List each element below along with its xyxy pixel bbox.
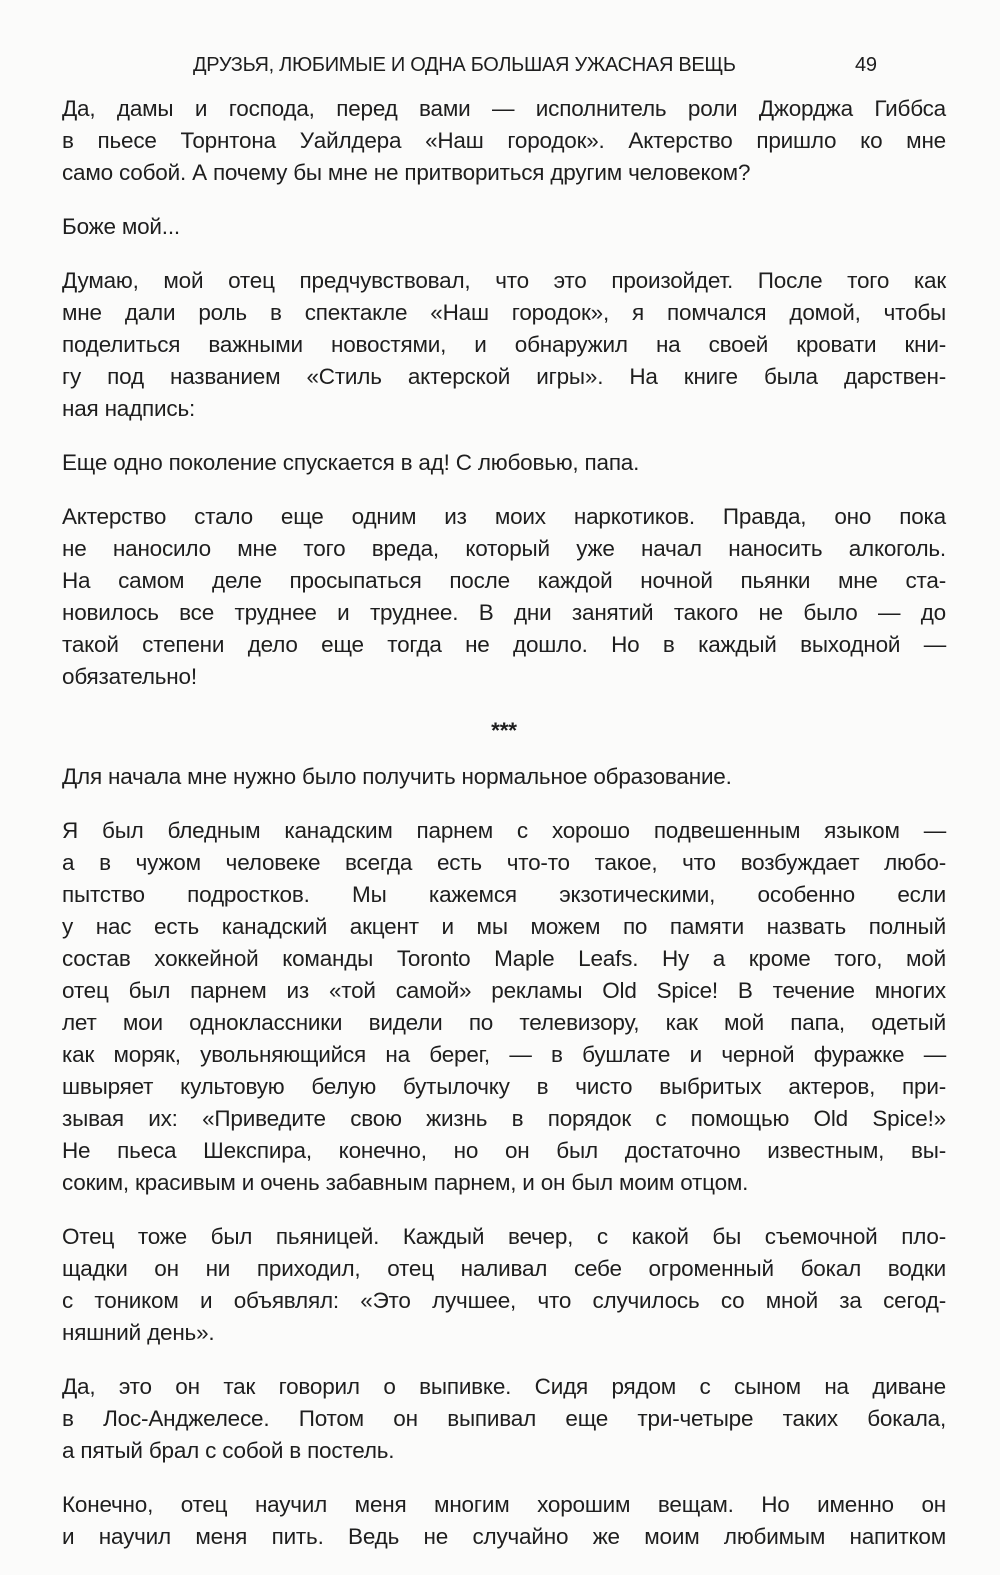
text-line: новилось все труднее и труднее. В дни занятий такого не было — до — [62, 600, 946, 625]
text-line: и научил меня пить. Ведь не случайно же моим любимым напитком — [62, 1524, 946, 1549]
paragraph — [62, 815, 946, 1199]
text-line: Отец тоже был пьяницей. Каждый вечер, с какой бы съемочной пло- — [62, 1224, 946, 1249]
text-line: лет мои одноклассники видели по телевизору, как мой папа, одетый — [62, 1010, 946, 1035]
text-line: швыряет культовую белую бутылочку в чисто выбритых актеров, при- — [62, 1074, 946, 1099]
text-line: зывая их: «Приведите свою жизнь в порядок с помощью Old Spice!» — [62, 1106, 946, 1131]
page-body — [62, 93, 946, 1575]
text-line: мне дали роль в спектакле «Наш городок», я помчался домой, чтобы — [62, 300, 946, 325]
text-line: Я был бледным канадским парнем с хорошо подвешенным языком — — [62, 818, 946, 843]
text-line: Да, дамы и господа, перед вами — исполнитель роли Джорджа Гиббса — [62, 96, 946, 121]
text-line: само собой. А почему бы мне не притвориться другим человеком? — [62, 160, 751, 185]
text-line: обязательно! — [62, 664, 197, 689]
text-line: Конечно, отец научил меня многим хорошим вещам. Но именно он — [62, 1492, 946, 1517]
text-line: Для начала мне нужно было получить нормальное образование. — [62, 764, 732, 789]
text-line: Не пьеса Шекспира, конечно, но он был достаточно известным, вы- — [62, 1138, 946, 1163]
text-line: отец был парнем из «той самой» рекламы Old Spice! В течение многих — [62, 978, 946, 1003]
paragraph — [62, 1489, 946, 1553]
text-line: в пьесе Торнтона Уайлдера «Наш городок». Актерство пришло ко мне — [62, 128, 946, 153]
text-line: пытство подростков. Мы кажемся экзотическими, особенно если — [62, 882, 946, 907]
paragraph — [62, 761, 946, 793]
text-line: соким, красивым и очень забавным парнем, и он был моим отцом. — [62, 1170, 749, 1195]
section-separator: *** — [491, 718, 517, 743]
text-line: состав хоккейной команды Toronto Maple Leafs. Ну а кроме того, мой — [62, 946, 946, 971]
paragraph — [62, 1221, 946, 1349]
text-line: не наносило мне того вреда, который уже начал наносить алкоголь. — [62, 536, 946, 561]
paragraph — [62, 211, 946, 243]
paragraph — [62, 447, 946, 479]
text-line: На самом деле просыпаться после каждой ночной пьянки мне ста- — [62, 568, 946, 593]
chapter-title: ДРУЗЬЯ, ЛЮБИМЫЕ И ОДНА БОЛЬШАЯ УЖАСНАЯ ВЕЩЬ — [193, 54, 736, 76]
text-line: такой степени дело еще тогда не дошло. Но в каждый выходной — — [62, 632, 946, 657]
text-line: ная надпись: — [62, 396, 196, 421]
text-line: Боже мой... — [62, 214, 180, 239]
text-line: Актерство стало еще одним из моих наркотиков. Правда, оно пока — [62, 504, 946, 529]
text-line: в Лос-Анджелесе. Потом он выпивал еще три-четыре таких бокала, — [62, 1406, 946, 1431]
text-line: гу под названием «Стиль актерской игры». На книге была дарствен- — [62, 364, 946, 389]
text-line: поделиться важными новостями, и обнаружил на своей кровати кни- — [62, 332, 946, 357]
text-line: у нас есть канадский акцент и мы можем по памяти назвать полный — [62, 914, 946, 939]
paragraph — [62, 265, 946, 425]
running-header — [0, 50, 1000, 80]
paragraph — [62, 93, 946, 189]
paragraph — [62, 501, 946, 693]
text-line: няшний день». — [62, 1320, 215, 1345]
text-line: а пятый брал с собой в постель. — [62, 1438, 395, 1463]
text-line: с тоником и объявлял: «Это лучшее, что случилось со мной за сегод- — [62, 1288, 946, 1313]
text-line: Еще одно поколение спускается в ад! С любовью, папа. — [62, 450, 640, 475]
text-line: как моряк, увольняющийся на берег, — в бушлате и черной фуражке — — [62, 1042, 946, 1067]
text-line: Да, это он так говорил о выпивке. Сидя рядом с сыном на диване — [62, 1374, 946, 1399]
paragraph — [62, 1371, 946, 1467]
text-line: щадки он ни приходил, отец наливал себе огроменный бокал водки — [62, 1256, 946, 1281]
text-line: а в чужом человеке всегда есть что-то такое, что возбуждает любо- — [62, 850, 946, 875]
text-line: Думаю, мой отец предчувствовал, что это произойдет. После того как — [62, 268, 946, 293]
page-number: 49 — [855, 54, 877, 76]
